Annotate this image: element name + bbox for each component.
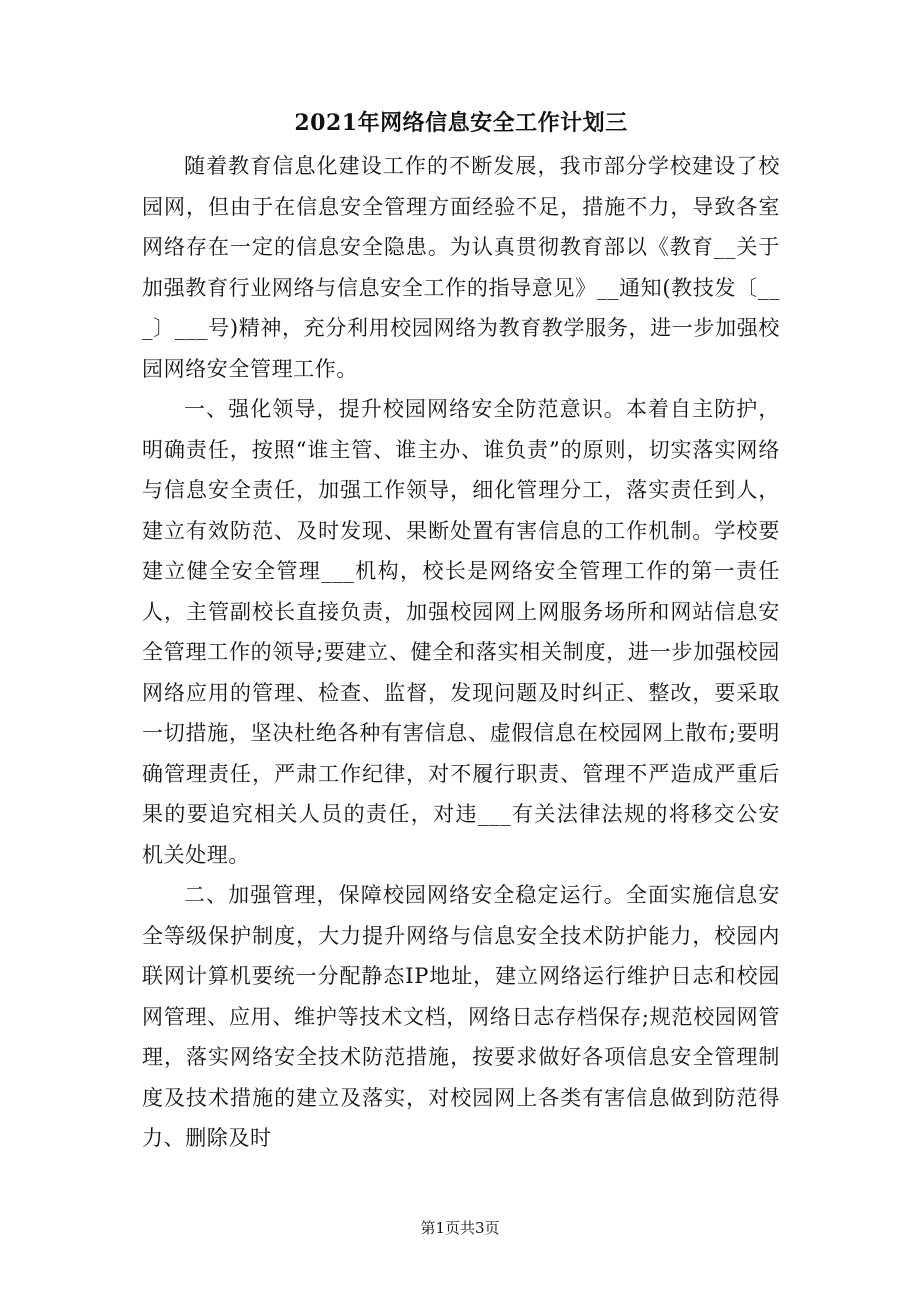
- paragraph-intro: 随着教育信息化建设工作的不断发展，我市部分学校建设了校园网，但由于在信息安全管理方面经验不足，措施不力，导致各室网络存在一定的信息安全隐患。为认真贯彻教育部以《教育__关于加强教育行业网络与信息安全工作的指导意见》__通知(教技发〔___〕___号)精神，充分利用校园网络为教育教学服务，进一步加强校园网络安全管理工作。: [142, 154, 780, 381]
- paragraph-section-1: 一、强化领导，提升校园网络安全防范意识。本着自主防护，明确责任，按照“谁主管、谁主办、谁负责”的原则，切实落实网络与信息安全责任，加强工作领导，细化管理分工，落实责任到人，建立有效防范、及时发现、果断处置有害信息的工作机制。学校要建立健全安全管理___机构，校长是网络安全管理工作的第一责任人，主管副校长直接负责，加强校园网上网服务场所和网站信息安全管理工作的领导;要建立、健全和落实相关制度，进一步加强校园网络应用的管理、检查、监督，发现问题及时纠正、整改，要采取一切措施，坚决杜绝各种有害信息、虚假信息在校园网上散布;要明确管理责任，严肃工作纪律，对不履行职责、管理不严造成严重后果的要追究相关人员的责任，对违___有关法律法规的将移交公安机关处理。: [142, 397, 780, 867]
- document-page: [0, 106, 920, 1297]
- paragraph-section-2: 二、加强管理，保障校园网络安全稳定运行。全面实施信息安全等级保护制度，大力提升网络与信息安全技术防护能力，校园内联网计算机要统一分配静态IP地址，建立网络运行维护日志和校园网管理、应用、维护等技术文档，网络日志存档保存;规范校园网管理，落实网络安全技术防范措施，按要求做好各项信息安全管理制度及技术措施的建立及落实，对校园网上各类有害信息做到防范得力、删除及时: [142, 883, 780, 1150]
- document-title: 2021年网络信息安全工作计划三: [294, 110, 628, 136]
- page-number-footer: 第1页共3页: [420, 1219, 500, 1237]
